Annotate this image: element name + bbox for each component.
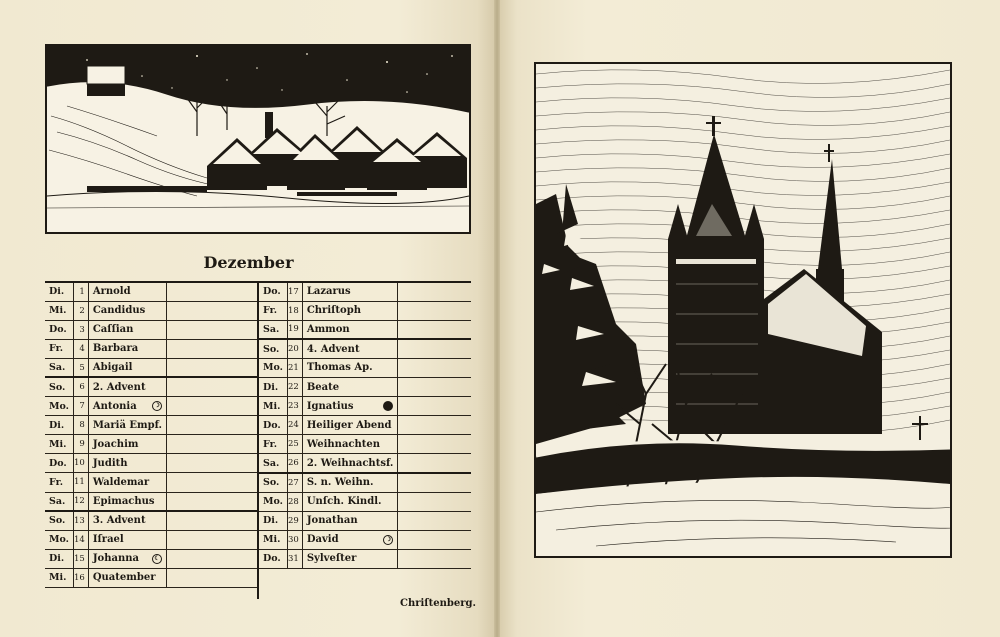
note-cell xyxy=(398,416,471,435)
calendar-row xyxy=(259,377,471,396)
weekday-cell: Di. xyxy=(45,282,74,301)
name-day-label: Quatember xyxy=(92,572,156,584)
name-day-cell xyxy=(302,339,398,358)
name-day-label: David xyxy=(306,534,339,546)
name-day-cell xyxy=(88,530,166,549)
note-cell xyxy=(398,282,471,301)
weekday-cell: Di. xyxy=(45,416,74,435)
name-day-cell xyxy=(88,549,166,568)
day-number-cell: 7 xyxy=(74,397,89,416)
name-day-cell xyxy=(302,435,398,454)
note-cell xyxy=(398,358,471,377)
day-number-cell: 11 xyxy=(74,473,89,492)
name-day-cell xyxy=(88,568,166,587)
weekday-cell: Fr. xyxy=(45,473,74,492)
note-cell xyxy=(167,377,257,396)
calendar-row xyxy=(259,416,471,435)
calendar-row xyxy=(259,549,471,568)
name-day-label: Epimachus xyxy=(92,495,155,507)
calendar-row xyxy=(45,301,257,320)
name-day-cell xyxy=(88,282,166,301)
name-day-label: Johanna xyxy=(92,553,139,565)
day-number-cell: 1 xyxy=(74,282,89,301)
calendar-row xyxy=(45,435,257,454)
month-title: Dezember xyxy=(203,253,294,272)
name-day-cell xyxy=(88,435,166,454)
calendar-row xyxy=(45,320,257,339)
day-number-cell: 8 xyxy=(74,416,89,435)
name-day-label: Lazarus xyxy=(306,286,351,298)
note-cell xyxy=(167,435,257,454)
name-day-label: Iſrael xyxy=(92,534,124,546)
name-day-label: Ammon xyxy=(306,323,350,335)
weekday-cell: Mi. xyxy=(45,568,74,587)
name-day-cell xyxy=(302,454,398,473)
note-cell xyxy=(167,320,257,339)
note-cell xyxy=(167,549,257,568)
name-day-label: Abigail xyxy=(92,362,133,374)
book-gutter xyxy=(494,0,500,637)
name-day-label: Mariä Empf. xyxy=(92,419,163,431)
calendar-row xyxy=(45,454,257,473)
name-day-label: Antonia xyxy=(92,400,137,412)
name-day-cell xyxy=(88,511,166,530)
calendar-row xyxy=(259,435,471,454)
note-cell xyxy=(167,568,257,587)
weekday-cell: Do. xyxy=(259,416,288,435)
note-cell xyxy=(167,473,257,492)
note-cell xyxy=(167,492,257,511)
day-number-cell: 21 xyxy=(288,358,303,377)
name-day-cell xyxy=(302,473,398,492)
name-day-label: Weihnachten xyxy=(306,438,381,450)
weekday-cell: Mo. xyxy=(45,530,74,549)
calendar-row xyxy=(259,301,471,320)
weekday-cell: So. xyxy=(259,339,288,358)
calendar-row xyxy=(259,511,471,530)
name-day-label: Chriſtoph xyxy=(306,305,361,317)
name-day-label: S. n. Weihn. xyxy=(306,477,374,489)
calendar-row xyxy=(259,492,471,511)
weekday-cell: Sa. xyxy=(45,358,74,377)
note-cell xyxy=(398,473,471,492)
day-number-cell: 18 xyxy=(288,301,303,320)
note-cell xyxy=(398,339,471,358)
calendar-row xyxy=(259,358,471,377)
weekday-cell: Mi. xyxy=(259,397,288,416)
note-cell xyxy=(167,358,257,377)
name-day-cell xyxy=(302,492,398,511)
moon-phase-full-icon xyxy=(383,401,393,411)
name-day-label: Heiliger Abend xyxy=(306,419,392,431)
name-day-cell xyxy=(88,492,166,511)
calendar-row xyxy=(259,282,471,301)
name-day-cell xyxy=(302,549,398,568)
weekday-cell: Di. xyxy=(45,549,74,568)
day-number-cell: 22 xyxy=(288,377,303,396)
name-day-cell xyxy=(302,397,398,416)
calendar-row xyxy=(45,358,257,377)
note-cell xyxy=(398,435,471,454)
weekday-cell: So. xyxy=(45,511,74,530)
calendar-row xyxy=(45,416,257,435)
note-cell xyxy=(167,454,257,473)
name-day-label: 3. Advent xyxy=(92,515,146,527)
name-day-cell xyxy=(302,416,398,435)
calendar-row xyxy=(45,339,257,358)
day-number-cell: 29 xyxy=(288,511,303,530)
name-day-label: Thomas Ap. xyxy=(306,362,373,374)
weekday-cell: Fr. xyxy=(259,301,288,320)
note-cell xyxy=(167,301,257,320)
calendar-row xyxy=(259,530,471,549)
day-number-cell: 10 xyxy=(74,454,89,473)
weekday-cell: Sa. xyxy=(259,454,288,473)
note-cell xyxy=(398,511,471,530)
name-day-cell xyxy=(88,454,166,473)
day-number-cell: 13 xyxy=(74,511,89,530)
day-number-cell: 28 xyxy=(288,492,303,511)
day-number-cell: 16 xyxy=(74,568,89,587)
day-number-cell: 14 xyxy=(74,530,89,549)
weekday-cell: Mi. xyxy=(45,435,74,454)
weekday-cell: Sa. xyxy=(259,320,288,339)
day-number-cell: 9 xyxy=(74,435,89,454)
calendar-row xyxy=(45,492,257,511)
day-number-cell: 6 xyxy=(74,377,89,396)
name-day-label: Ignatius xyxy=(306,400,354,412)
day-number-cell: 5 xyxy=(74,358,89,377)
name-day-cell xyxy=(302,511,398,530)
calendar-row xyxy=(45,530,257,549)
day-number-cell: 30 xyxy=(288,530,303,549)
note-cell xyxy=(398,397,471,416)
calendar-row xyxy=(259,397,471,416)
name-day-cell xyxy=(302,282,398,301)
moon-phase-last-quarter-icon: ☽ xyxy=(383,535,393,545)
name-day-cell xyxy=(88,397,166,416)
calendar-row xyxy=(45,568,257,587)
name-day-cell xyxy=(88,320,166,339)
note-cell xyxy=(167,530,257,549)
weekday-cell: Di. xyxy=(259,377,288,396)
note-cell xyxy=(398,320,471,339)
note-cell xyxy=(398,454,471,473)
moon-phase-first-quarter-icon: ☽ xyxy=(152,401,162,411)
name-day-cell xyxy=(88,377,166,396)
name-day-label: Judith xyxy=(92,457,128,469)
moon-phase-new-icon: ☾ xyxy=(152,554,162,564)
church-illustration xyxy=(534,62,952,558)
name-day-label: 4. Advent xyxy=(306,343,360,355)
day-number-cell: 17 xyxy=(288,282,303,301)
note-cell xyxy=(398,377,471,396)
name-day-label: 2. Advent xyxy=(92,381,146,393)
name-day-label: Arnold xyxy=(92,286,131,298)
note-cell xyxy=(398,492,471,511)
weekday-cell: Di. xyxy=(259,511,288,530)
name-day-label: Barbara xyxy=(92,343,139,355)
day-number-cell: 4 xyxy=(74,339,89,358)
day-number-cell: 12 xyxy=(74,492,89,511)
note-cell xyxy=(167,416,257,435)
name-day-cell xyxy=(302,530,398,549)
name-day-cell xyxy=(88,473,166,492)
note-cell xyxy=(398,301,471,320)
note-cell xyxy=(398,530,471,549)
name-day-cell xyxy=(302,320,398,339)
name-day-label: Candidus xyxy=(92,305,146,317)
calendar-row xyxy=(45,377,257,396)
name-day-cell xyxy=(88,358,166,377)
name-day-cell xyxy=(88,339,166,358)
name-day-cell xyxy=(88,416,166,435)
day-number-cell: 20 xyxy=(288,339,303,358)
name-day-label: 2. Weihnachtsf. xyxy=(306,457,394,469)
weekday-cell: Mi. xyxy=(45,301,74,320)
weekday-cell: Mo. xyxy=(45,397,74,416)
note-cell xyxy=(167,511,257,530)
illustration-caption: Chriſtenberg. xyxy=(400,598,476,609)
weekday-cell: Do. xyxy=(259,282,288,301)
weekday-cell: So. xyxy=(259,473,288,492)
name-day-label: Sylveſter xyxy=(306,553,357,565)
name-day-label: Waldemar xyxy=(92,476,150,488)
calendar-row xyxy=(259,473,471,492)
calendar-table-right xyxy=(259,281,471,569)
winter-village-illustration xyxy=(45,44,471,234)
calendar-row xyxy=(259,454,471,473)
day-number-cell: 27 xyxy=(288,473,303,492)
calendar-row xyxy=(259,320,471,339)
weekday-cell: Sa. xyxy=(45,492,74,511)
calendar-row xyxy=(45,549,257,568)
name-day-label: Unſch. Kindl. xyxy=(306,496,382,508)
day-number-cell: 26 xyxy=(288,454,303,473)
calendar-row xyxy=(259,339,471,358)
day-number-cell: 3 xyxy=(74,320,89,339)
name-day-cell xyxy=(302,377,398,396)
name-day-label: Jonathan xyxy=(306,515,358,527)
weekday-cell: Mo. xyxy=(259,492,288,511)
day-number-cell: 19 xyxy=(288,320,303,339)
name-day-label: Joachim xyxy=(92,438,139,450)
note-cell xyxy=(398,549,471,568)
name-day-cell xyxy=(302,301,398,320)
weekday-cell: Do. xyxy=(259,549,288,568)
weekday-cell: Do. xyxy=(45,320,74,339)
weekday-cell: So. xyxy=(45,377,74,396)
weekday-cell: Fr. xyxy=(259,435,288,454)
day-number-cell: 24 xyxy=(288,416,303,435)
calendar-row xyxy=(45,473,257,492)
day-number-cell: 23 xyxy=(288,397,303,416)
calendar-row xyxy=(45,511,257,530)
note-cell xyxy=(167,339,257,358)
weekday-cell: Do. xyxy=(45,454,74,473)
name-day-cell xyxy=(302,358,398,377)
calendar-table-left xyxy=(45,281,257,588)
calendar-row xyxy=(45,397,257,416)
day-number-cell: 31 xyxy=(288,549,303,568)
day-number-cell: 2 xyxy=(74,301,89,320)
note-cell xyxy=(167,282,257,301)
weekday-cell: Mo. xyxy=(259,358,288,377)
weekday-cell: Fr. xyxy=(45,339,74,358)
calendar-row xyxy=(45,282,257,301)
name-day-cell xyxy=(88,301,166,320)
day-number-cell: 15 xyxy=(74,549,89,568)
weekday-cell: Mi. xyxy=(259,530,288,549)
note-cell xyxy=(167,397,257,416)
name-day-label: Caſſian xyxy=(92,324,134,336)
day-number-cell: 25 xyxy=(288,435,303,454)
name-day-label: Beate xyxy=(306,381,340,393)
